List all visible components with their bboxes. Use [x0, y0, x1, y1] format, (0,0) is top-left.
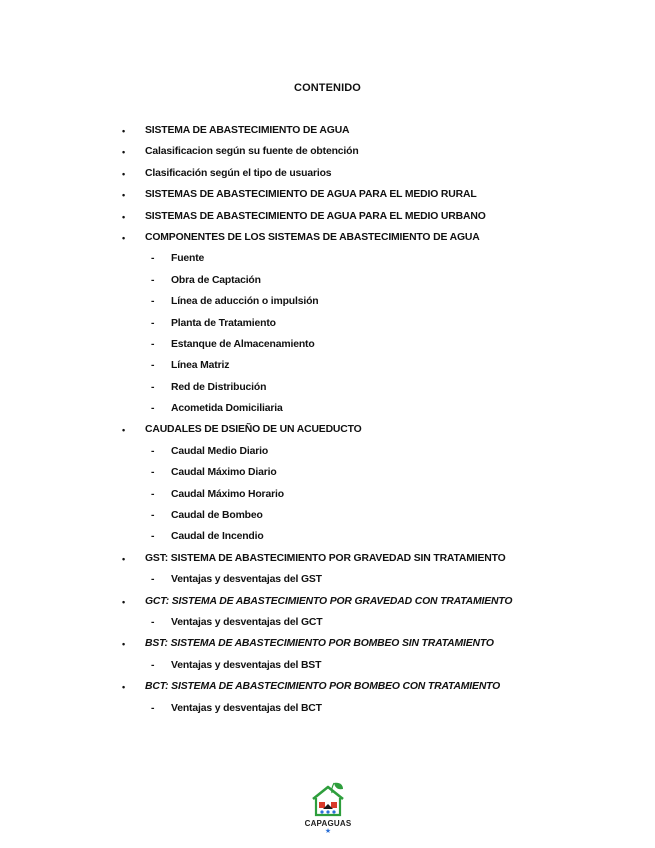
toc-item-label: Caudal Máximo Horario — [171, 488, 284, 500]
bullet-icon: • — [122, 147, 126, 158]
toc-item-label: SISTEMA DE ABASTECIMIENTO DE AGUA — [145, 125, 350, 136]
toc-item-label: Ventajas y desventajas del BST — [171, 659, 322, 671]
capaguas-logo — [297, 781, 359, 837]
toc-item-label: BCT: SISTEMA DE ABASTECIMIENTO POR BOMBEO CON TRATAMIENTO — [145, 681, 501, 693]
toc-item-label: Estanque de Almacenamiento — [171, 338, 315, 350]
toc-item-label: CAUDALES DE DSIEÑO DE UN ACUEDUCTO — [145, 424, 362, 436]
toc-subitem — [0, 402, 655, 423]
dash-marker: - — [151, 616, 155, 628]
toc-subitem — [0, 488, 655, 509]
dash-marker: - — [151, 403, 155, 415]
toc-item-label: GCT: SISTEMA DE ABASTECIMIENTO POR GRAVEDAD CON TRATAMIENTO — [145, 595, 513, 607]
toc-subitem — [0, 530, 655, 551]
bullet-icon: • — [122, 211, 126, 222]
star-icon: ★ — [324, 828, 332, 835]
toc-subitem — [0, 359, 655, 380]
dash-marker: - — [151, 338, 155, 350]
bullet-icon: • — [122, 553, 126, 564]
toc-item-label: SISTEMAS DE ABASTECIMIENTO DE AGUA PARA EL MEDIO RURAL — [145, 189, 477, 201]
dash-marker: - — [151, 702, 155, 714]
table-of-contents — [0, 124, 655, 723]
toc-subitem — [0, 317, 655, 338]
toc-subitem — [0, 338, 655, 359]
dash-marker: - — [151, 510, 155, 522]
toc-item-label: Caudal Medio Diario — [171, 445, 269, 457]
bullet-icon: • — [122, 596, 126, 607]
toc-item-label: Caudal de Incendio — [171, 531, 264, 543]
dash-marker: - — [151, 296, 155, 308]
toc-item — [0, 595, 655, 616]
dash-marker: - — [151, 317, 155, 329]
toc-subitem — [0, 252, 655, 273]
toc-subitem — [0, 659, 655, 680]
toc-item-label: Ventajas y desventajas del GST — [171, 574, 322, 586]
toc-item-label: Red de Distribución — [171, 381, 267, 393]
toc-subitem — [0, 381, 655, 402]
toc-item-label: Calasificacion según su fuente de obtención — [145, 146, 359, 158]
toc-item — [0, 145, 655, 166]
toc-subitem — [0, 295, 655, 316]
dash-marker: - — [151, 445, 155, 457]
bullet-icon: • — [122, 639, 126, 650]
toc-subitem — [0, 573, 655, 594]
toc-item — [0, 680, 655, 701]
toc-item-label: BST: SISTEMA DE ABASTECIMIENTO POR BOMBEO SIN TRATAMIENTO — [145, 638, 494, 650]
toc-item-label: Planta de Tratamiento — [171, 317, 276, 329]
dash-marker: - — [151, 488, 155, 500]
dash-marker: - — [151, 574, 155, 586]
toc-item — [0, 167, 655, 188]
dash-marker: - — [151, 467, 155, 479]
dash-marker: - — [151, 531, 155, 543]
bullet-icon: • — [122, 190, 126, 201]
house-water-logo-icon — [310, 781, 346, 819]
dash-marker: - — [151, 274, 155, 286]
bullet-icon: • — [122, 682, 126, 693]
dash-marker: - — [151, 659, 155, 671]
toc-item — [0, 231, 655, 252]
toc-item-label: Línea Matriz — [171, 360, 230, 372]
toc-item — [0, 637, 655, 658]
toc-subitem — [0, 274, 655, 295]
toc-item-label: Ventajas y desventajas del BCT — [171, 702, 322, 714]
toc-subitem — [0, 466, 655, 487]
toc-item-label: Caudal Máximo Diario — [171, 467, 277, 479]
toc-item — [0, 188, 655, 209]
toc-item-label: Caudal de Bombeo — [171, 510, 263, 522]
toc-item — [0, 210, 655, 231]
toc-item-label: Fuente — [171, 253, 205, 265]
toc-item-label: Obra de Captación — [171, 274, 261, 286]
toc-item — [0, 423, 655, 444]
toc-subitem — [0, 616, 655, 637]
toc-item — [0, 552, 655, 573]
toc-subitem — [0, 509, 655, 530]
dash-marker: - — [151, 381, 155, 393]
toc-item-label: COMPONENTES DE LOS SISTEMAS DE ABASTECIMIENTO DE AGUA — [145, 231, 480, 243]
toc-item-label: Acometida Domiciliaria — [171, 403, 283, 415]
bullet-icon: • — [122, 425, 126, 436]
dash-marker: - — [151, 360, 155, 372]
toc-item-label: GST: SISTEMA DE ABASTECIMIENTO POR GRAVEDAD SIN TRATAMIENTO — [145, 552, 506, 564]
toc-item — [0, 124, 655, 145]
bullet-icon: • — [122, 126, 126, 136]
toc-subitem — [0, 702, 655, 723]
bullet-icon: • — [122, 168, 126, 179]
toc-item-label: Clasificación según el tipo de usuarios — [145, 167, 332, 179]
toc-subitem — [0, 445, 655, 466]
logo-text: CAPAGUAS — [304, 819, 352, 828]
toc-item-label: Ventajas y desventajas del GCT — [171, 616, 323, 628]
toc-item-label: SISTEMAS DE ABASTECIMIENTO DE AGUA PARA EL MEDIO URBANO — [145, 210, 486, 222]
dash-marker: - — [151, 253, 155, 265]
bullet-icon: • — [122, 232, 126, 243]
document-title: CONTENIDO — [294, 82, 361, 94]
toc-item-label: Línea de aducción o impulsión — [171, 296, 319, 308]
